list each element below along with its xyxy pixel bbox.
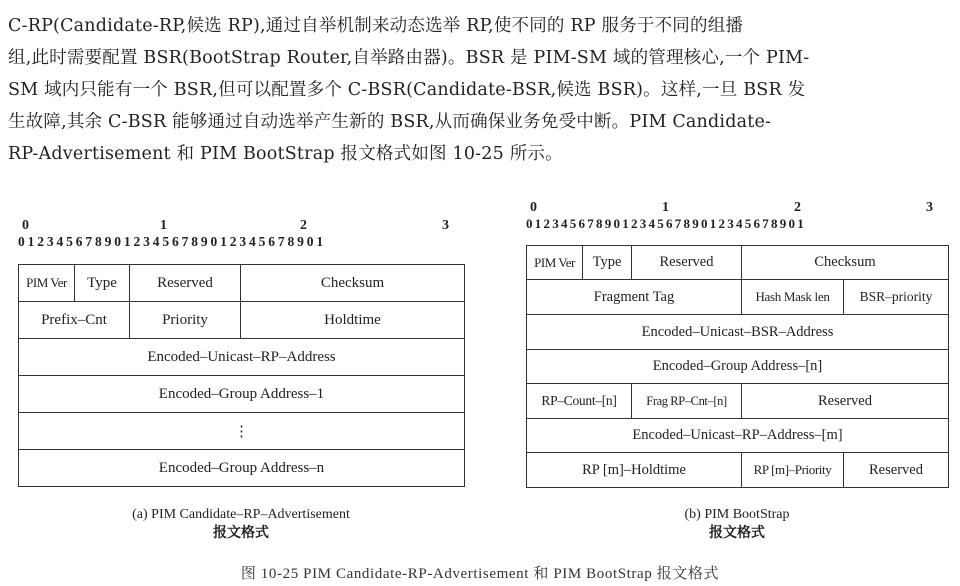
field-checksum: Checksum [742, 246, 949, 280]
table-row [19, 339, 465, 376]
field-encoded-group-address-1: Encoded–Group Address–1 [19, 376, 465, 413]
table-row [19, 450, 465, 487]
paragraph-line: 组,此时需要配置 BSR(BootStrap Router,自举路由器)。BSR 是 PIM-SM 域的管理核心,一个 PIM- [8, 48, 810, 68]
table-row [527, 419, 949, 453]
table-row [19, 413, 465, 450]
table-row [527, 246, 949, 280]
caption-a [18, 505, 464, 543]
field-rp-priority: RP [m]–Priority [742, 453, 844, 488]
field-reserved-3: Reserved [844, 453, 949, 488]
field-encoded-group-address-n: Encoded–Group Address–n [19, 450, 465, 487]
table-row [19, 265, 465, 302]
field-pim-ver: PIM Ver [527, 246, 583, 280]
ruler-tens-label: 1 [160, 218, 167, 233]
table-row [527, 453, 949, 488]
paragraph-line: 生故障,其余 C-BSR 能够通过自动选举产生新的 BSR,从而确保业务免受中断。PIM Candidate- [8, 112, 772, 132]
bit-ruler-b [526, 200, 950, 232]
packet-format-table-b [526, 245, 949, 488]
field-prefix-cnt: Prefix–Cnt [19, 302, 130, 339]
table-row [19, 376, 465, 413]
paragraph-line: RP-Advertisement 和 PIM BootStrap 报文格式如图 10-25 所示。 [8, 144, 563, 164]
field-hash-mask-len: Hash Mask len [742, 280, 844, 315]
field-reserved-2: Reserved [742, 384, 949, 419]
intro-paragraph [8, 10, 952, 170]
field-priority: Priority [130, 302, 241, 339]
field-encoded-group-address-n: Encoded–Group Address–[n] [527, 350, 949, 384]
table-row [19, 302, 465, 339]
ruler-tens-label: 2 [300, 218, 307, 233]
field-encoded-unicast-rp-address-m: Encoded–Unicast–RP–Address–[m] [527, 419, 949, 453]
caption-b-en: (b) PIM BootStrap [684, 507, 790, 522]
bit-ruler-a [18, 218, 464, 250]
table-row [527, 384, 949, 419]
figure-caption: 图 10-25 PIM Candidate-RP-Advertisement 和 PIM BootStrap 报文格式 [240, 566, 720, 582]
ruler-tens-label: 0 [530, 200, 537, 215]
caption-a-en: (a) PIM Candidate–RP–Advertisement [132, 507, 350, 522]
field-ellipsis: ⋮ [19, 413, 465, 450]
field-pim-ver: PIM Ver [19, 265, 75, 302]
ruler-tens-label: 1 [662, 200, 669, 215]
caption-b-cn: 报文格式 [709, 526, 765, 541]
table-row [527, 315, 949, 350]
packet-format-table-a [18, 264, 465, 487]
ruler-tens-label: 3 [926, 200, 933, 215]
caption-a-cn: 报文格式 [213, 526, 269, 541]
ruler-tens-label: 0 [22, 218, 29, 233]
field-bsr-priority: BSR–priority [844, 280, 949, 315]
field-encoded-unicast-rp-address: Encoded–Unicast–RP–Address [19, 339, 465, 376]
field-reserved: Reserved [632, 246, 742, 280]
field-reserved: Reserved [130, 265, 241, 302]
field-type: Type [75, 265, 130, 302]
table-row [527, 350, 949, 384]
table-row [527, 280, 949, 315]
field-checksum: Checksum [241, 265, 465, 302]
field-fragment-tag: Fragment Tag [527, 280, 742, 315]
caption-b [526, 505, 948, 543]
field-rp-holdtime: RP [m]–Holdtime [527, 453, 742, 488]
paragraph-line: SM 域内只能有一个 BSR,但可以配置多个 C-BSR(Candidate-BSR,候选 BSR)。这样,一旦 BSR 发 [8, 80, 806, 100]
ruler-tens-label: 3 [442, 218, 449, 233]
ruler-tens-label: 2 [794, 200, 801, 215]
field-type: Type [583, 246, 632, 280]
field-holdtime: Holdtime [241, 302, 465, 339]
ruler-tens [18, 218, 464, 234]
ruler-tens [526, 200, 950, 216]
ruler-digits: 0 1 2 3 4 5 6 7 8 9 0 1 2 3 4 5 6 7 8 9 0 1 2 3 4 5 6 7 8 9 0 1 [18, 234, 324, 249]
field-rp-count: RP–Count–[n] [527, 384, 632, 419]
ruler-digits: 0 1 2 3 4 5 6 7 8 9 0 1 2 3 4 5 6 7 8 9 0 1 2 3 4 5 6 7 8 9 0 1 [526, 216, 804, 231]
field-encoded-unicast-bsr-address: Encoded–Unicast–BSR–Address [527, 315, 949, 350]
field-frag-rp-cnt: Frag RP–Cnt–[n] [632, 384, 742, 419]
paragraph-line: C-RP(Candidate-RP,候选 RP),通过自举机制来动态选举 RP,使不同的 RP 服务于不同的组播 [8, 16, 744, 36]
